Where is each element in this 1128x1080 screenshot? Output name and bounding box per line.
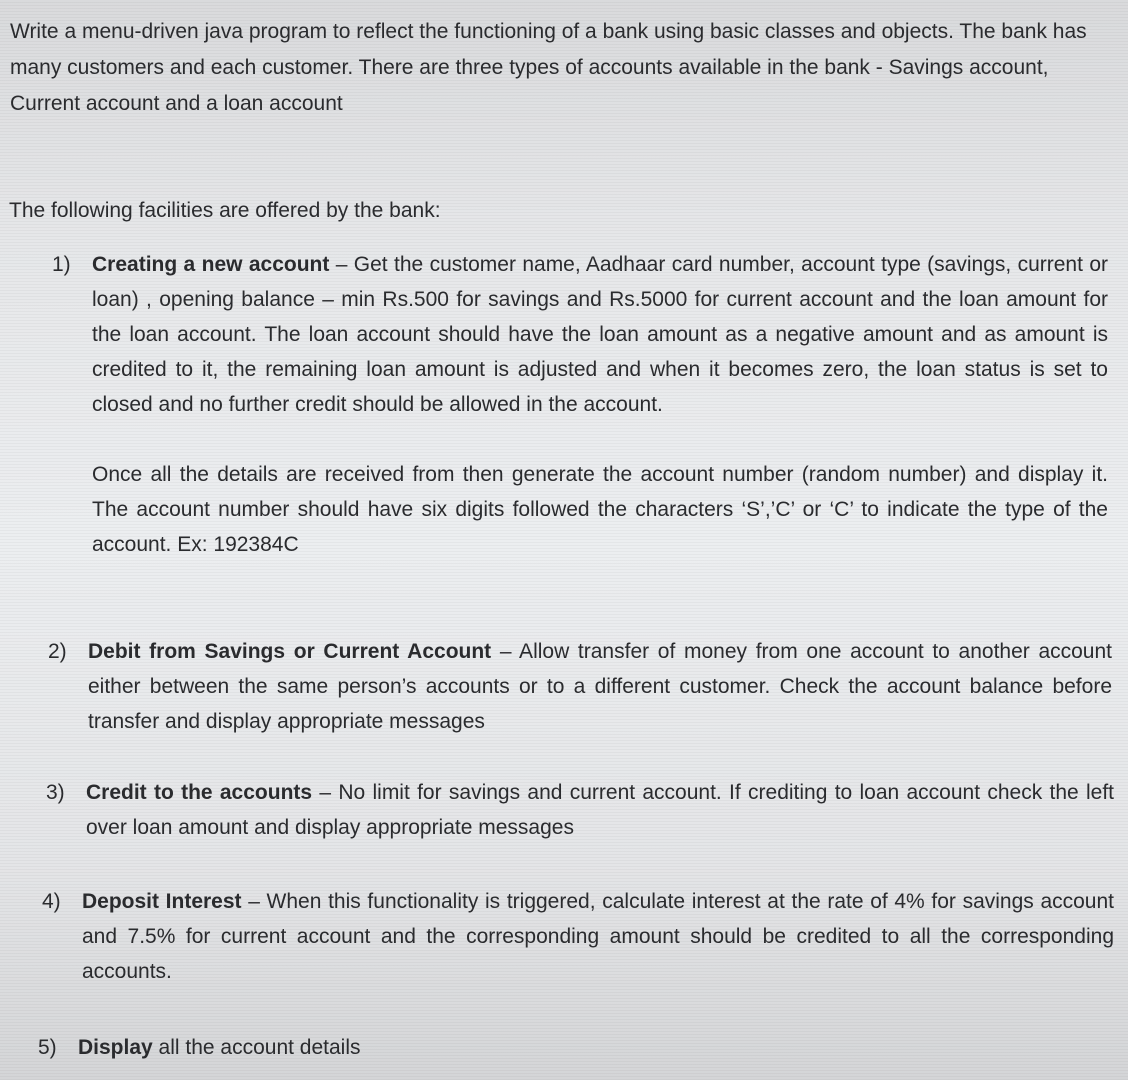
list-item-text — [88, 634, 1112, 739]
list-item-description: all the account details — [152, 1036, 361, 1059]
list-item-title: Debit from Savings or Current Account — [88, 640, 492, 663]
list-item-body — [88, 634, 1112, 739]
list-item-body — [92, 247, 1108, 562]
list-item-text — [92, 247, 1108, 422]
list-item-title: Display — [78, 1036, 153, 1059]
intro-paragraph: Write a menu-driven java program to reflect the functioning of a bank using basic classes and objects. The bank has many customers and each customer. There are three types of accounts available in the bank - Savings account, Current account and a loan account — [10, 20, 1087, 115]
list-item-text — [82, 884, 1114, 989]
list-item-number: 2) — [48, 640, 67, 663]
list-item-text — [86, 775, 1114, 845]
list-item-description: – Get the customer name, Aadhaar card number, account type (savings, current or loan) , opening balance – min Rs.500 for savings and Rs.5000 for current account and the loan amount for the loan account. The loan account should have the loan amount as a negative amount and as amount is credited to it, the remaining loan amount is adjusted and when it becomes zero, the loan status is set to closed and no further credit should be allowed in the account. — [92, 253, 1108, 416]
list-item-number: 5) — [38, 1036, 57, 1059]
list-item-body — [78, 1030, 638, 1065]
list-item-number: 1) — [52, 253, 71, 276]
list-item-number: 4) — [42, 890, 61, 913]
list-item-title: Deposit Interest — [82, 890, 242, 913]
facilities-heading: The following facilities are offered by the bank: — [9, 199, 441, 222]
list-item-followup-paragraph: Once all the details are received from then generate the account number (random number) and display it. The account number should have six digits followed the characters ‘S’,’C’ or ‘C’ to indicate the type of the account. Ex: 192384C — [92, 463, 1108, 556]
list-item-description: – Allow transfer of money from one account to another account either between the same person’s accounts or to a different customer. Check the account balance before transfer and display appropriate messages — [88, 640, 1112, 733]
list-item-title: Creating a new account — [92, 253, 330, 276]
list-item-description: – When this functionality is triggered, calculate interest at the rate of 4% for savings account and 7.5% for current account and the corresponding amount should be credited to all the corresponding accounts. — [82, 890, 1114, 983]
list-item-description: – No limit for savings and current account. If crediting to loan account check the left over loan amount and display appropriate messages — [86, 781, 1114, 839]
list-item-body — [86, 775, 1114, 845]
list-item-number: 3) — [46, 781, 65, 804]
list-item-title: Credit to the accounts — [86, 781, 313, 804]
list-item-body — [82, 884, 1114, 989]
list-item-text — [78, 1030, 638, 1065]
